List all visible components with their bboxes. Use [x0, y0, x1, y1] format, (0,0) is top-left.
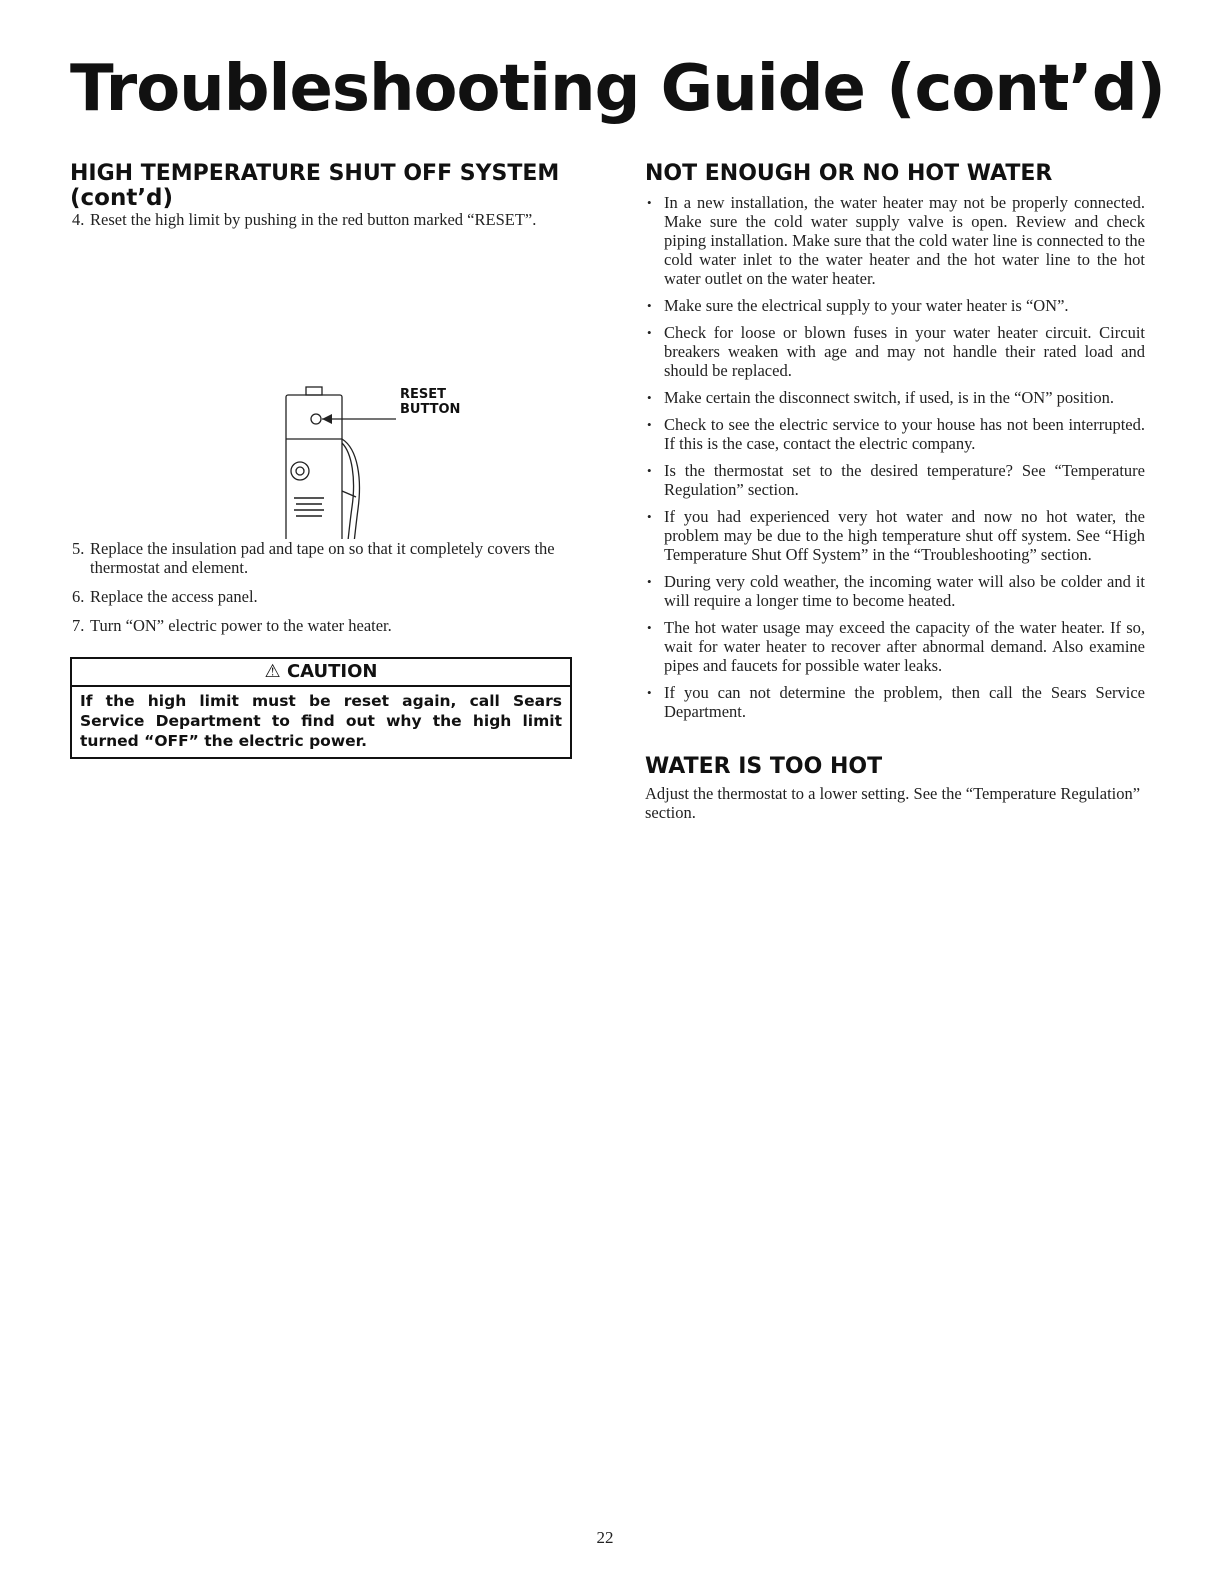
thermostat-body: [286, 395, 342, 539]
caution-title-text: CAUTION: [286, 661, 378, 682]
caution-box: [70, 657, 572, 759]
page-number: 22: [596, 1528, 614, 1547]
heading-line-2: (cont’d): [70, 185, 174, 211]
step-number: 6.: [72, 587, 85, 606]
step-text: Reset the high limit by pushing in the red button marked “RESET”.: [90, 210, 537, 229]
section-heading-water-too-hot: WATER IS TOO HOT: [645, 754, 883, 779]
left-column: [70, 162, 572, 759]
caution-title: [72, 659, 570, 687]
section-heading-high-temp: [70, 162, 572, 210]
list-item: • Is the thermostat set to the desired temperature? See “Temperature Regulation” section.: [645, 461, 1145, 499]
warning-triangle-icon: ⚠: [264, 661, 281, 682]
steps-list-a: [70, 210, 572, 229]
step-text: Replace the access panel.: [90, 587, 258, 606]
dial-shape: [291, 462, 309, 480]
bullet-list: [645, 193, 1145, 721]
list-item: • Check for loose or blown fuses in your water heater circuit. Circuit breakers weaken with age and may not handle their rated load and should be replaced.: [645, 323, 1145, 380]
step-item: [70, 616, 572, 635]
list-item: • Make certain the disconnect switch, if used, is in the “ON” position.: [645, 388, 1145, 407]
step-text: Replace the insulation pad and tape on so that it completely covers the thermostat and element.: [90, 539, 555, 577]
caution-text: If the high limit must be reset again, call Sears Service Department to find out why the high limit turned “OFF” the electric power.: [80, 692, 562, 750]
section-heading-not-enough-hot-water: NOT ENOUGH OR NO HOT WATER: [645, 161, 1053, 186]
top-tab-shape: [306, 387, 322, 395]
step-text: Turn “ON” electric power to the water heater.: [90, 616, 392, 635]
step-number: 7.: [72, 616, 85, 635]
thermostat-illustration: [70, 239, 572, 539]
right-column: [645, 162, 1145, 822]
list-item: • Check to see the electric service to your house has not been interrupted. If this is the case, contact the electric company.: [645, 415, 1145, 453]
heading-line-1: HIGH TEMPERATURE SHUT OFF SYSTEM: [70, 161, 560, 186]
step-item: [70, 210, 572, 229]
arrow-head-icon: [322, 414, 332, 424]
steps-list-b: [70, 539, 572, 635]
step-number: 5.: [72, 539, 85, 558]
page-title: Troubleshooting Guide (cont’d): [70, 52, 1165, 126]
step-number: 4.: [72, 210, 85, 229]
wire-1: [342, 439, 359, 539]
wire-2: [342, 443, 354, 539]
thermostat-figure: [70, 239, 572, 539]
list-item: • If you can not determine the problem, then call the Sears Service Department.: [645, 683, 1145, 721]
list-item: • During very cold weather, the incoming water will also be colder and it will require a longer time to become heated.: [645, 572, 1145, 610]
step-item: [70, 539, 572, 577]
list-item: • If you had experienced very hot water and now no hot water, the problem may be due to the high temperature shut off system. See “High Temperature Shut Off System” in the “Troubleshooting” section.: [645, 507, 1145, 564]
water-too-hot-text: Adjust the thermostat to a lower setting. See the “Temperature Regulation” section.: [645, 784, 1141, 822]
list-item: • The hot water usage may exceed the capacity of the water heater. If so, wait for water heater to recover after abnormal demand. Also examine pipes and faucets for possible water leaks.: [645, 618, 1145, 675]
list-item: • Make sure the electrical supply to your water heater is “ON”.: [645, 296, 1145, 315]
water-too-hot-section: [645, 755, 1145, 822]
reset-button-label: RESET BUTTON: [400, 387, 461, 417]
step-item: [70, 587, 572, 606]
reset-button-shape: [311, 414, 321, 424]
list-item: • In a new installation, the water heater may not be properly connected. Make sure the cold water supply valve is open. Review and check piping installation. Make sure that the cold water line is connected to the cold water inlet to the water heater and the hot water line to the hot water outlet on the water heater.: [645, 193, 1145, 288]
